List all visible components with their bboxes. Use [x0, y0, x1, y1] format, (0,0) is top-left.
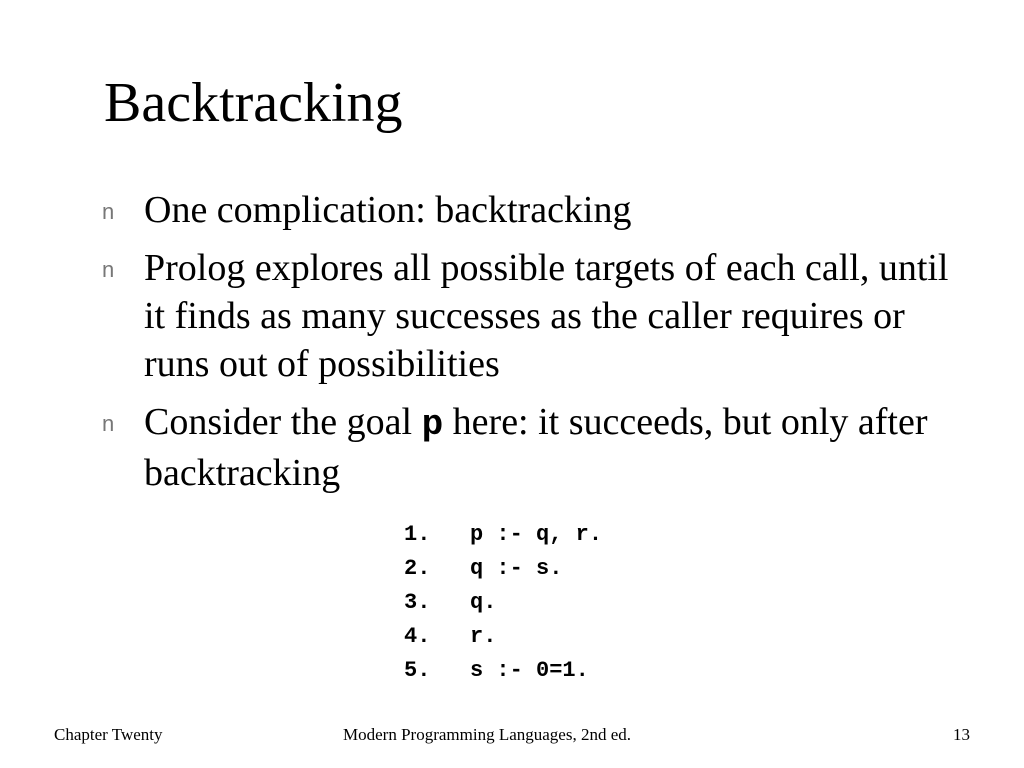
code-listing — [404, 518, 602, 688]
code-line-number: 2. — [404, 556, 431, 581]
code-line-text: q :- s. — [470, 556, 563, 581]
bullet-item — [102, 398, 952, 497]
bullet-text: Prolog explores all possible targets of each call, until it finds as many successes as the caller requires or runs out of possibilities — [144, 247, 949, 385]
code-line-text: p :- q, r. — [470, 522, 603, 547]
footer-book-title: Modern Programming Languages, 2nd ed. — [343, 725, 631, 744]
code-line-text: s :- 0=1. — [470, 658, 589, 683]
code-line — [404, 552, 602, 586]
inline-code: p — [421, 404, 444, 445]
footer-chapter: Chapter Twenty — [54, 725, 163, 744]
bullet-list — [102, 186, 952, 507]
code-line-number: 3. — [404, 590, 431, 615]
code-line-text: r. — [470, 624, 497, 649]
code-line — [404, 518, 602, 552]
bullet-marker-icon: n — [102, 199, 115, 224]
code-line-number: 4. — [404, 624, 431, 649]
bullet-text: One complication: backtracking — [144, 189, 632, 231]
code-line-number: 5. — [404, 658, 431, 683]
code-line — [404, 586, 602, 620]
bullet-text-after: here: it succeeds, but only after backtracking — [144, 401, 928, 494]
footer-page-number: 13 — [953, 725, 970, 744]
bullet-marker-icon: n — [102, 411, 115, 436]
code-line — [404, 654, 602, 688]
slide-title: Backtracking — [104, 72, 403, 134]
code-line-text: q. — [470, 590, 497, 615]
code-line — [404, 620, 602, 654]
bullet-item — [102, 186, 952, 234]
bullet-item — [102, 244, 952, 388]
bullet-marker-icon: n — [102, 257, 115, 282]
bullet-text-before: Consider the goal — [144, 401, 422, 443]
code-line-number: 1. — [404, 522, 431, 547]
